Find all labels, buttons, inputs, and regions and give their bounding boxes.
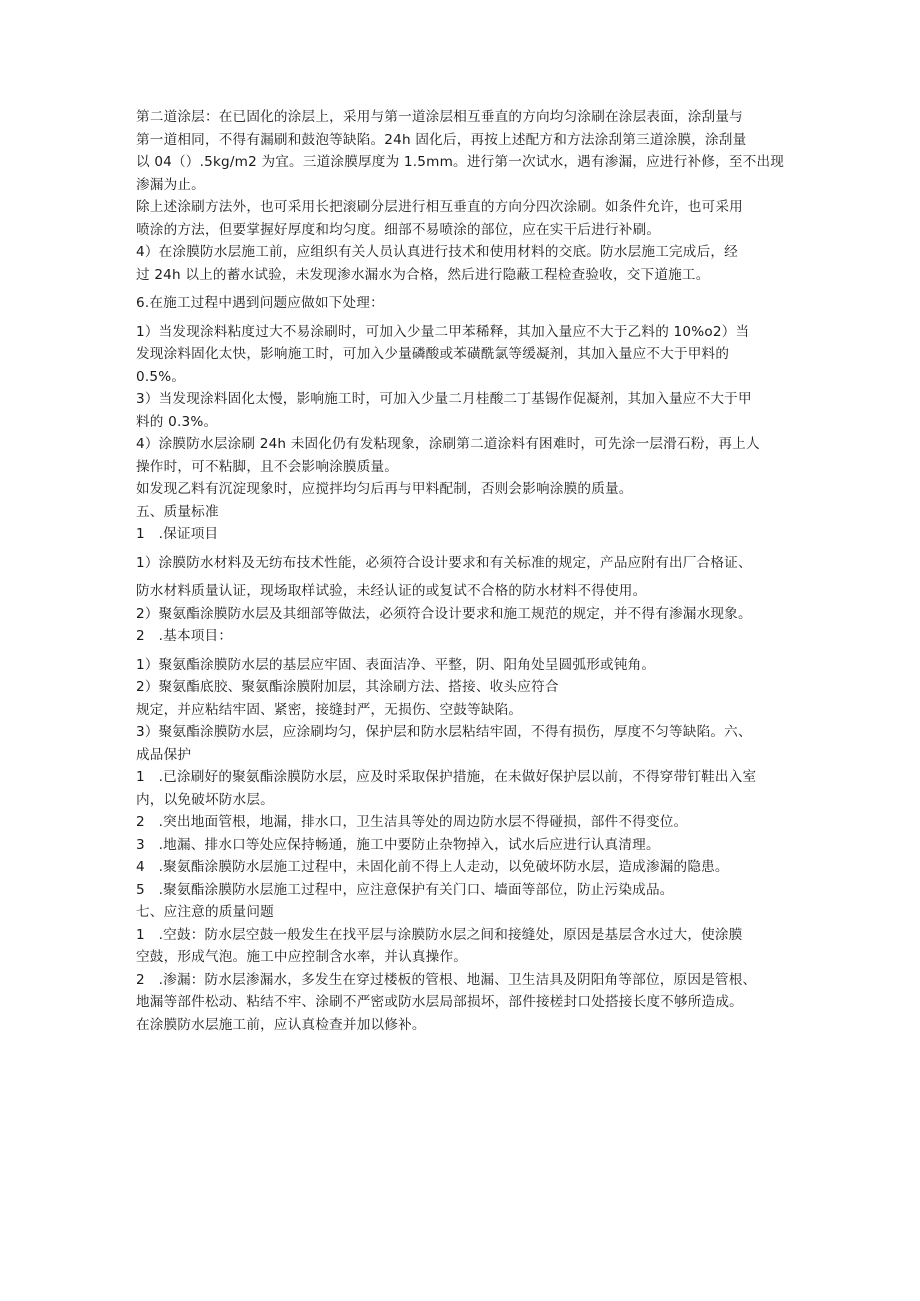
text-line: 第二道涂层：在已固化的涂层上，采用与第一道涂层相互垂直的方向均匀涂刷在涂层表面，涂刮量与: [136, 109, 743, 125]
text-line: 3）当发现涂料固化太慢，影响施工时，可加入少量二月桂酸二丁基锡作促凝剂，其加入量应不大于甲: [136, 391, 752, 407]
text-line: 4）涂膜防水层涂刷 24h 未固化仍有发粘现象，涂刷第二道涂料有困难时，可先涂一层滑石粉，再上人: [136, 436, 760, 452]
document-body: [136, 106, 796, 1036]
text-line: 喷涂的方法，但要掌握好厚度和均匀度。细部不易喷涂的部位，应在实干后进行补刷。: [136, 221, 661, 238]
text-line: 1）聚氨酯涂膜防水层的基层应牢固、表面洁净、平整，阴、阳角处呈圆弧形或钝角。: [136, 656, 656, 673]
text-line: 3）聚氨酯涂膜防水层，应涂刷均匀，保护层和防水层粘结牢固，不得有损伤，厚度不匀等缺陷。六、: [136, 724, 752, 740]
text-line: 1 .保证项目: [136, 526, 219, 542]
text-line: 空鼓，形成气泡。施工中应控制含水率，并认真操作。: [136, 949, 468, 965]
text-line: 0.5%。: [136, 368, 186, 385]
text-line: 渗漏为止。: [136, 176, 205, 193]
text-line: 操作时，可不粘脚，且不会影响涂膜质量。: [136, 458, 399, 475]
text-line: 1 .空鼓：防水层空鼓一般发生在找平层与涂膜防水层之间和接缝处，原因是基层含水过大，使涂膜: [136, 926, 743, 943]
text-line: 以 04（）.5kg/m2 为宜。三道涂膜厚度为 1.5mm。进行第一次试水，遇有渗漏，应进行补修，至不出现: [136, 154, 785, 170]
text-line: 2 .基本项目：: [136, 628, 233, 644]
text-line: 1）当发现涂料粘度过大不易涂刷时，可加入少量二甲苯稀释，其加入量应不大于乙料的 10%o2）当: [136, 323, 750, 340]
text-line: 过 24h 以上的蓄水试验，未发现渗水漏水为合格，然后进行隐蔽工程检查验收，交下道施工。: [136, 266, 710, 283]
text-line: 2）聚氨酯底胶、聚氨酯涂膜附加层，其涂刷方法、搭接、收头应符合: [136, 679, 559, 695]
text-line: 成品保护: [136, 746, 192, 763]
text-line: 五、质量标准: [136, 503, 219, 520]
text-line: 2 .渗漏：防水层渗漏水，多发生在穿过楼板的管根、地漏、卫生洁具及阴阳角等部位，原因是管根、: [136, 971, 757, 988]
text-line: 6.在施工过程中遇到问题应做如下处理：: [136, 295, 384, 311]
text-line: 除上述涂刷方法外，也可采用长把滚刷分层进行相互垂直的方向分四次涂刷。如条件允许，也可采用: [136, 199, 743, 215]
text-line: 1 .已涂刷好的聚氨酯涂膜防水层，应及时采取保护措施，在未做好保护层以前，不得穿带钉鞋出入室: [136, 769, 757, 785]
text-line: 5 .聚氨酯涂膜防水层施工过程中，应注意保护有关门口、墙面等部位，防止污染成品。: [136, 881, 674, 898]
text-line: 规定，并应粘结牢固、紧密，接缝封严，无损伤、空鼓等缺陷。: [136, 701, 523, 718]
text-line: 七、应注意的质量问题: [136, 904, 274, 920]
text-line: 1）涂膜防水材料及无纺布技术性能，必须符合设计要求和有关标准的规定，产品应附有出厂合格证、: [136, 554, 752, 571]
text-line: 料的 0.3%。: [136, 413, 218, 430]
text-line: 发现涂料固化太快，影响施工时，可加入少量磷酸或苯磺酰氯等缓凝剂，其加入量应不大于甲料的: [136, 346, 730, 362]
text-line: 4）在涂膜防水层施工前，应组织有关人员认真进行技术和使用材料的交底。防水层施工完成后，经: [136, 244, 738, 260]
text-line: 如发现乙料有沉淀现象时，应搅拌均匀后再与甲料配制，否则会影响涂膜的质量。: [136, 481, 633, 497]
text-line: 在涂膜防水层施工前，应认真检查并加以修补。: [136, 1016, 426, 1033]
text-line: 第一道相同，不得有漏刷和鼓泡等缺陷。24h 固化后，再按上述配方和方法涂刮第三道涂膜，涂刮量: [136, 131, 747, 148]
text-line: 内，以免破坏防水层。: [136, 791, 274, 808]
text-line: 防水材料质量认证，现场取样试验，未经认证的或复试不合格的防水材料不得使用。: [136, 583, 647, 599]
text-line: 3 .地漏、排水口等处应保持畅通，施工中要防止杂物掉入，试水后应进行认真清理。: [136, 836, 660, 853]
text-line: 4 .聚氨酯涂膜防水层施工过程中，未固化前不得上人走动，以免破坏防水层，造成渗漏的隐患。: [136, 859, 729, 875]
text-line: 地漏等部件松动、粘结不牢、涂刷不严密或防水层局部损坏，部件接槎封口处搭接长度不够所造成。: [136, 994, 743, 1010]
text-line: 2 .突出地面管根，地漏，排水口，卫生洁具等处的周边防水层不得碰损，部件不得变位。: [136, 814, 688, 830]
text-line: 2）聚氨酯涂膜防水层及其细部等做法，必须符合设计要求和施工规范的规定，并不得有渗漏水现象。: [136, 605, 752, 622]
